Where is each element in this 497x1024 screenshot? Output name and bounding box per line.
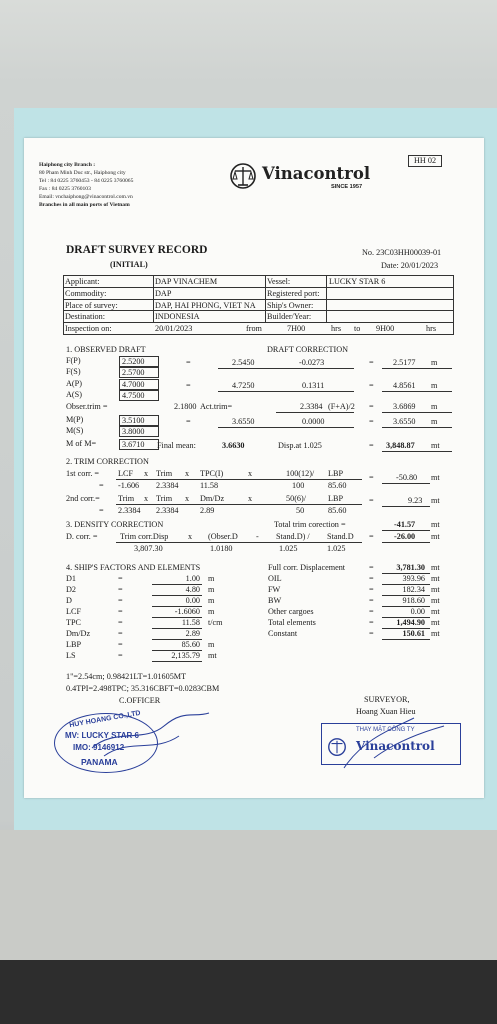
builder-label: Builder/Year: [267, 312, 312, 321]
factor-unit: m [208, 596, 215, 605]
c1-h: x [144, 469, 149, 478]
second-corr-result: 9.23 [408, 496, 423, 505]
eq: = [186, 358, 191, 367]
eq: = [369, 441, 374, 450]
eq: = [369, 417, 374, 426]
total-trim-label: Total trim corection = [274, 520, 346, 529]
branch-ports: Branches in all main ports of Vietnam [39, 202, 130, 208]
element-unit: mt [431, 607, 440, 616]
element-label: Other cargoes [268, 607, 314, 616]
factor-unit: m [208, 574, 215, 583]
element-unit: mt [431, 574, 440, 583]
d-v: 1.025 [327, 544, 346, 553]
scales-logo-icon [227, 162, 259, 190]
mom-value: 3.6710 [119, 439, 159, 450]
background-cloth [0, 960, 497, 1024]
a-mean: 4.7250 [232, 381, 255, 390]
c1-h: LCF [118, 469, 134, 478]
mom-label: M of M= [66, 439, 97, 448]
c1-v: 100 [292, 481, 305, 490]
element-label: BW [268, 596, 282, 605]
d-h: (Obser.D [208, 532, 238, 541]
eq: = [369, 358, 374, 367]
surveyor-name: Hoang Xuan Hieu [356, 707, 416, 716]
port-label: Registered port: [267, 289, 320, 298]
on-behalf-label: THAY MẶT CÔNG TY [356, 727, 415, 733]
factor-label: D [66, 596, 72, 605]
unit-mt: mt [431, 441, 440, 450]
eq: = [118, 607, 123, 616]
c2-v: 50 [296, 506, 305, 515]
place-label: Place of survey: [65, 301, 118, 310]
d-h: Stand.D) / [276, 532, 310, 541]
inspection-label: Inspection on: [65, 324, 112, 333]
unit-m: m [431, 417, 438, 426]
stamp-vessel: MV: LUCKY STAR 6 [65, 731, 139, 740]
mp-label: M(P) [66, 415, 84, 424]
element-label: Constant [268, 629, 298, 638]
c2-h: LBP [328, 494, 344, 503]
d-h: Stand.D [327, 532, 354, 541]
eq: = [369, 496, 374, 505]
c2-h: x [144, 494, 149, 503]
hrs-label-2: hrs [426, 324, 437, 333]
element-label: FW [268, 585, 281, 594]
factor-value: 2,135.79 [171, 651, 200, 660]
first-corr-result: -50.80 [396, 473, 418, 482]
c1-v: 11.58 [200, 481, 219, 490]
eq: = [118, 629, 123, 638]
second-corr-label: 2nd corr.= [66, 494, 100, 503]
fp-label: F(P) [66, 356, 81, 365]
factor-value: -1.6060 [174, 607, 200, 616]
c2-h: Trim [156, 494, 173, 503]
density-heading: 3. DENSITY CORRECTION [66, 520, 164, 529]
eq: = [118, 651, 123, 660]
f-result: 2.5177 [393, 358, 416, 367]
c1-h: x [248, 469, 253, 478]
f-correction: -0.0273 [299, 358, 325, 367]
factor-unit: t/cm [208, 618, 223, 627]
c1-v: 2.3384 [156, 481, 179, 490]
element-value: 0.00 [410, 607, 425, 616]
c2-v: 2.89 [200, 506, 215, 515]
total-trim-value: -41.57 [394, 520, 416, 529]
c1-h: 100(12)/ [286, 469, 315, 478]
factor-value: 1.00 [185, 574, 200, 583]
c2-h: x [185, 494, 190, 503]
mp-value: 3.5100 [119, 415, 159, 426]
branch-address: 80 Pham Minh Duc str., Haiphong city [39, 170, 126, 176]
owner-label: Ship's Owner: [267, 301, 314, 310]
factor-value: 4.80 [185, 585, 200, 594]
eq: = [186, 381, 191, 390]
eq: = [369, 596, 374, 605]
eq: = [369, 629, 374, 638]
stamp-flag: PANAMA [81, 757, 118, 767]
logo-name: Vinacontrol [262, 164, 371, 183]
observed-draft-heading: 1. OBSERVED DRAFT [66, 345, 146, 354]
inspection-date: 20/01/2023 [155, 324, 193, 333]
document-sheet [24, 138, 484, 798]
d-v: 3,807.30 [134, 544, 163, 553]
factor-unit: m [208, 607, 215, 616]
unit-mt: mt [431, 532, 440, 541]
officer-signature [84, 708, 214, 768]
dcorr-result: -26.00 [394, 532, 416, 541]
c1-v: 85.60 [328, 481, 347, 490]
eq: = [118, 585, 123, 594]
to-label: to [354, 324, 361, 333]
element-label: Full corr. Displacement [268, 563, 346, 572]
f-mean: 2.5450 [232, 358, 255, 367]
c1-h: Trim [156, 469, 173, 478]
unit-mt: mt [431, 473, 440, 482]
factor-value: 2.89 [185, 629, 200, 638]
unit-m: m [431, 402, 438, 411]
obser-trim-label: Obser.trim = [66, 402, 108, 411]
vessel-label: Vessel: [267, 277, 291, 286]
c1-h: x [185, 469, 190, 478]
eq: = [118, 640, 123, 649]
fp-value: 2.5200 [119, 356, 159, 367]
element-value: 1,494.90 [396, 618, 425, 627]
eq: = [369, 618, 374, 627]
c2-h: x [248, 494, 253, 503]
stamp-company: HUY HOANG CO.,LTD [68, 709, 142, 730]
fs-value: 2.5700 [119, 367, 159, 378]
a-correction: 0.1311 [302, 381, 325, 390]
unit-m: m [431, 358, 438, 367]
d-v: 1.025 [279, 544, 298, 553]
c2-v: 2.3384 [118, 506, 141, 515]
act-trim-label: Act.trim= [200, 402, 233, 411]
element-label: OIL [268, 574, 282, 583]
m-correction: 0.0000 [302, 417, 325, 426]
c1-h: LBP [328, 469, 344, 478]
destination-value: INDONESIA [155, 312, 200, 321]
note-units-1: 1"=2.54cm; 0.98421LT=1.01605MT [66, 672, 187, 681]
destination-label: Destination: [65, 312, 106, 321]
factor-value: 11.58 [181, 618, 200, 627]
from-time: 7H00 [287, 324, 306, 333]
factor-unit: m [208, 585, 215, 594]
act-trim-value: 2.3384 [300, 402, 323, 411]
eq: = [186, 417, 191, 426]
ms-label: M(S) [66, 426, 84, 435]
disp-label: Disp.at 1.025 [278, 441, 322, 450]
eq: = [369, 563, 374, 572]
eq: = [99, 506, 104, 515]
place-value: DAP, HAI PHONG, VIET NA [155, 301, 256, 310]
commodity-value: DAP [155, 289, 172, 298]
as-label: A(S) [66, 390, 82, 399]
doc-number: No. 23C03HH00039-01 [362, 248, 442, 257]
background-desk [0, 830, 497, 960]
branch-tel: Tel : 84 0225 3760453 - 84 0225 3760065 [39, 178, 134, 184]
d-v: 1.0180 [210, 544, 233, 553]
doc-title: DRAFT SURVEY RECORD [66, 244, 208, 256]
factor-label: TPC [66, 618, 82, 627]
element-label: Total elements [268, 618, 316, 627]
branch-name: Haiphong city Branch : [39, 162, 96, 168]
vessel-value: LUCKY STAR 6 [329, 277, 386, 286]
d-h: - [256, 532, 259, 541]
element-value: 182.34 [402, 585, 425, 594]
eq: = [118, 596, 123, 605]
eq: = [369, 402, 374, 411]
element-value: 918.60 [402, 596, 425, 605]
element-unit: mt [431, 563, 440, 572]
unit-mt: mt [431, 520, 440, 529]
commodity-label: Commodity: [65, 289, 107, 298]
ms-value: 3.8000 [119, 426, 159, 437]
as-value: 4.7500 [119, 390, 159, 401]
disp-value: 3,848.87 [386, 441, 415, 450]
d-h: x [188, 532, 193, 541]
form-code: HH 02 [408, 155, 442, 167]
element-value: 150.61 [402, 629, 425, 638]
applicant-label: Applicant: [65, 277, 100, 286]
factor-label: LCF [66, 607, 82, 616]
c2-v: 2.3384 [156, 506, 179, 515]
element-value: 393.96 [402, 574, 425, 583]
eq: = [369, 532, 374, 541]
eq: = [369, 473, 374, 482]
c2-h: 50(6)/ [286, 494, 307, 503]
final-mean-value: 3.6630 [222, 441, 245, 450]
fa-label: (F+A)/2 [328, 402, 355, 411]
dcorr-label: D. corr. = [66, 532, 98, 541]
eq: = [369, 381, 374, 390]
unit-m: m [431, 381, 438, 390]
c1-h: TPC(I) [200, 469, 224, 478]
branch-email: Email: vnchaiphong@vinacontrol.com.vn [39, 194, 133, 200]
factor-label: D2 [66, 585, 77, 594]
fa-value: 3.6869 [393, 402, 416, 411]
factor-unit: m [208, 640, 215, 649]
officer-label: C.OFFICER [119, 696, 161, 705]
doc-date: Date: 20/01/2023 [381, 261, 439, 270]
to-time: 9H00 [376, 324, 395, 333]
c2-h: Dm/Dz [200, 494, 225, 503]
element-unit: mt [431, 596, 440, 605]
applicant-value: DAP VINACHEM [155, 277, 218, 286]
c1-v: -1.606 [118, 481, 140, 490]
m-mean: 3.6550 [232, 417, 255, 426]
factor-label: D1 [66, 574, 77, 583]
seal-logo-name: Vinacontrol [356, 739, 435, 753]
first-corr-label: 1st corr. = [66, 469, 100, 478]
factor-unit: mt [208, 651, 217, 660]
surveyor-signature [324, 708, 454, 778]
a-result: 4.8561 [393, 381, 416, 390]
m-result: 3.6550 [393, 417, 416, 426]
factor-label: LS [66, 651, 76, 660]
logo-since: SINCE 1957 [331, 184, 363, 190]
from-label: from [246, 324, 262, 333]
factor-value: 0.00 [185, 596, 200, 605]
c2-v: 85.60 [328, 506, 347, 515]
obser-trim-value: 2.1800 [174, 402, 197, 411]
hrs-label: hrs [331, 324, 342, 333]
ap-value: 4.7000 [119, 379, 159, 390]
unit-mt: mt [431, 496, 440, 505]
factors-heading: 4. SHIP'S FACTORS AND ELEMENTS [66, 563, 201, 572]
eq: = [369, 574, 374, 583]
factor-label: Dm/Dz [66, 629, 91, 638]
eq: = [369, 607, 374, 616]
ap-label: A(P) [66, 379, 82, 388]
factor-label: LBP [66, 640, 82, 649]
eq: = [369, 585, 374, 594]
element-unit: mt [431, 585, 440, 594]
surveyor-label: SURVEYOR, [364, 695, 410, 704]
factor-value: 85.60 [181, 640, 200, 649]
note-units-2: 0.4TPI=2.498TPC; 35.316CBFT=0.0283CBM [66, 684, 220, 693]
eq: = [118, 574, 123, 583]
doc-subtitle: (INITIAL) [110, 260, 148, 269]
fs-label: F(S) [66, 367, 81, 376]
eq: = [99, 481, 104, 490]
element-unit: mt [431, 629, 440, 638]
draft-correction-heading: DRAFT CORRECTION [267, 345, 349, 354]
eq: = [118, 618, 123, 627]
element-value: 3,781.30 [396, 563, 425, 572]
stamp-imo: IMO: 9146912 [73, 743, 125, 752]
trim-correction-heading: 2. TRIM CORRECTION [66, 457, 149, 466]
branch-fax: Fax : 84 0225 3760103 [39, 186, 91, 192]
final-mean-label: Final mean: [157, 441, 196, 450]
element-unit: mt [431, 618, 440, 627]
d-h: Trim corr.Disp [120, 532, 169, 541]
c2-h: Trim [118, 494, 135, 503]
